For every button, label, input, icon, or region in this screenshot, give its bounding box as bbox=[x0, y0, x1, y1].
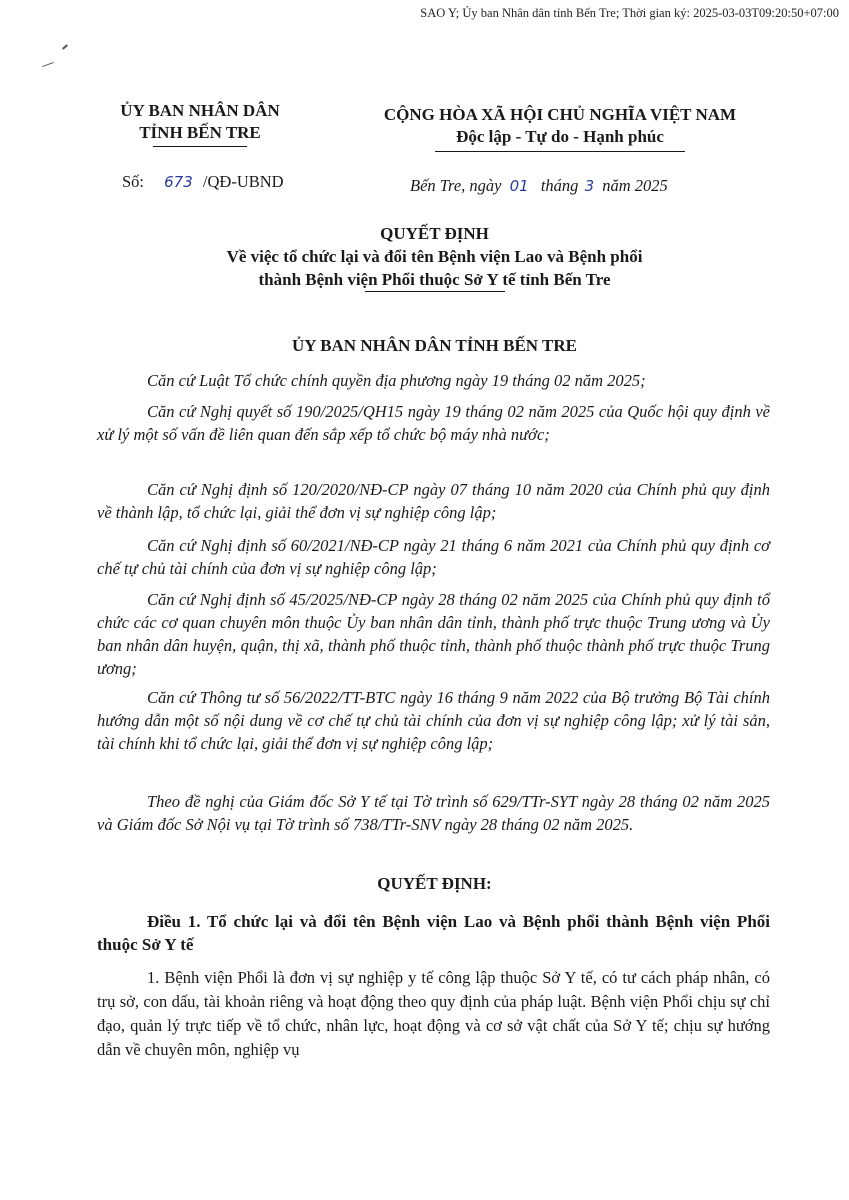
legal-basis: Căn cứ Thông tư số 56/2022/TT-BTC ngày 16 tháng 9 năm 2022 của Bộ trưởng Bộ Tài chính hướng dẫn một số nội dung về cơ chế tự chủ tài chính của đơn vị sự nghiệp công lập; xử lý tài sản, tài chính khi tổ chức lại, giải thể đơn vị sự nghiệp công lập; bbox=[97, 688, 770, 753]
document-number bbox=[122, 172, 284, 192]
nation-underline bbox=[435, 151, 685, 152]
legal-basis: Theo đề nghị của Giám đốc Sở Y tế tại Tờ trình số 629/TTr-SYT ngày 28 tháng 02 năm 2025 và Giám đốc Sở Nội vụ tại Tờ trình số 738/TTr-SNV ngày 28 tháng 02 năm 2025. bbox=[97, 792, 770, 834]
authority-heading: ỦY BAN NHÂN DÂN TỈNH BẾN TRE bbox=[292, 336, 577, 355]
article1-clause1: 1. Bệnh viện Phổi là đơn vị sự nghiệp y tế công lập thuộc Sở Y tế, có tư cách pháp nhân, có trụ sở, con dấu, tài khoản riêng và hoạt động theo quy định của pháp luật. Bệnh viện Phổi chịu sự chỉ đạo, quản lý trực tiếp về tổ chức, nhân lực, hoạt động và cơ sở vật chất của Sở Y tế; chịu sự hướng dẫn về chuyên môn, nghiệp vụ bbox=[97, 968, 770, 1059]
title-main: QUYẾT ĐỊNH bbox=[380, 224, 489, 243]
issuer-line1: ỦY BAN NHÂN DÂN bbox=[120, 101, 280, 120]
article1-title: Điều 1. Tổ chức lại và đổi tên Bệnh viện Lao và Bệnh phổi thành Bệnh viện Phổi thuộc Sở Y tế bbox=[97, 912, 770, 954]
decision-title bbox=[100, 222, 769, 291]
issuer-block bbox=[100, 100, 300, 144]
scan-mark bbox=[62, 44, 68, 49]
legal-basis: Căn cứ Nghị định số 45/2025/NĐ-CP ngày 28 tháng 02 năm 2025 của Chính phủ quy định tổ chức các cơ quan chuyên môn thuộc Ủy ban nhân dân tỉnh, thành phố trực thuộc Trung ương và Ủy ban nhân dân huyện, quận, thị xã, thành phố thuộc tỉnh, thành phố thuộc thành phố trực thuộc Trung ương; bbox=[97, 590, 770, 678]
number-prefix: Số: bbox=[122, 172, 145, 191]
date-year: năm 2025 bbox=[602, 176, 668, 195]
legal-basis: Căn cứ Luật Tổ chức chính quyền địa phương ngày 19 tháng 02 năm 2025; bbox=[147, 371, 646, 390]
signature-stamp: SAO Y; Ủy ban Nhân dân tỉnh Bến Tre; Thời gian ký: 2025-03-03T09:20:50+07:00 bbox=[420, 6, 839, 20]
legal-basis: Căn cứ Nghị quyết số 190/2025/QH15 ngày 19 tháng 02 năm 2025 của Quốc hội quy định về xử lý một số vấn đề liên quan đến sắp xếp tổ chức bộ máy nhà nước; bbox=[97, 402, 770, 444]
nation-line2: Độc lập - Tự do - Hạnh phúc bbox=[456, 127, 664, 146]
scan-mark bbox=[42, 62, 54, 67]
date-month-label: tháng bbox=[540, 176, 579, 195]
title-subtitle-line2: thành Bệnh viện Phổi thuộc Sở Y tế tỉnh Bến Tre bbox=[258, 270, 611, 289]
date-day: 01 bbox=[509, 177, 529, 195]
nation-line1: CỘNG HÒA XÃ HỘI CHỦ NGHĨA VIỆT NAM bbox=[383, 105, 737, 124]
number-suffix: /QĐ-UBND bbox=[202, 172, 284, 191]
document-date bbox=[410, 176, 668, 196]
legal-basis: Căn cứ Nghị định số 120/2020/NĐ-CP ngày 07 tháng 10 năm 2020 của Chính phủ quy định về thành lập, tổ chức lại, giải thể đơn vị sự nghiệp công lập; bbox=[97, 480, 770, 522]
issuer-underline bbox=[153, 146, 247, 147]
nation-block bbox=[350, 104, 770, 148]
number-handwritten: 673 bbox=[164, 173, 193, 191]
title-subtitle-line1: Về việc tổ chức lại và đổi tên Bệnh viện Lao và Bệnh phổi bbox=[226, 247, 643, 266]
title-underline bbox=[365, 291, 505, 292]
legal-basis: Căn cứ Nghị định số 60/2021/NĐ-CP ngày 21 tháng 6 năm 2021 của Chính phủ quy định cơ chế tự chủ tài chính của đơn vị sự nghiệp công lập; bbox=[97, 536, 770, 578]
date-month: 3 bbox=[584, 177, 595, 195]
date-prefix: Bến Tre, ngày bbox=[410, 176, 502, 195]
issuer-line2: TỈNH BẾN TRE bbox=[139, 123, 261, 142]
decision-heading: QUYẾT ĐỊNH: bbox=[377, 874, 492, 893]
